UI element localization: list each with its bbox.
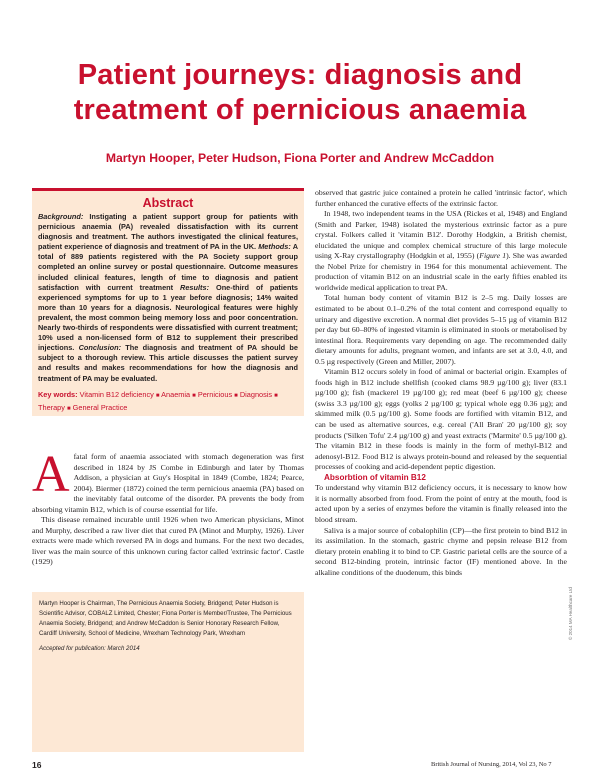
copyright-notice: © 2014 MA Healthcare Ltd bbox=[568, 587, 573, 640]
accepted-date: Accepted for publication: March 2014 bbox=[39, 645, 140, 653]
keyword-separator: ■ bbox=[274, 392, 278, 399]
keyword-separator: ■ bbox=[67, 405, 71, 412]
title-line-1: Patient journeys: diagnosis and bbox=[77, 59, 523, 91]
keyword: Diagnosis bbox=[239, 389, 273, 399]
keyword-separator: ■ bbox=[192, 392, 196, 399]
author-footnote bbox=[32, 592, 304, 752]
conclusion-text: The diagnosis and treatment of PA should be subject to a thorough review. This article discusses the patient survey and results and makes recommendations for how the diagnosis and treatment of PA may be evaluated. bbox=[38, 343, 298, 383]
authors: Martyn Hooper, Peter Hudson, Fiona Porter and Andrew McCaddon bbox=[105, 151, 495, 165]
title-line-2: treatment of pernicious anaemia bbox=[73, 94, 527, 126]
keyword: Vitamin B12 deficiency bbox=[79, 389, 154, 399]
abstract-box bbox=[32, 188, 304, 416]
page-number: 16 bbox=[32, 760, 42, 770]
intro-paragraph bbox=[32, 446, 304, 515]
keywords bbox=[38, 389, 298, 415]
paragraph bbox=[315, 209, 567, 293]
author-affiliations: Martyn Hooper is Chairman, The Pernicious Anaemia Society, Bridgend; Peter Hudson is Scientific Advisor, COBALZ Limited, Chester; Fiona Porter is Member/Trustee, The Pernicious Anaemia Society, Bridgend; and Andrew McCaddon is Senior Honorary Research Fellow, Cardiff University, School of Medicine, Wrexham Technology Park, Wrexham bbox=[39, 600, 292, 638]
methods-text: A total of 889 patients registered with the PA Society support group completed an online survey or postal questionnaire. Outcome measures included clinical features, length of time to diagnosis and patient satisfaction with current treatment bbox=[38, 242, 298, 292]
results-label: Results: bbox=[180, 282, 210, 292]
left-column bbox=[32, 446, 304, 568]
paragraph: To understand why vitamin B12 deficiency occurs, it is necessary to know how it is normally absorbed from food. From the point of entry at the mouth, food is acted upon by a series of enzymes before the vitamin is finally released into the blood stream. bbox=[315, 483, 567, 524]
keywords-label: Key words: bbox=[38, 389, 78, 399]
paragraph: Vitamin B12 occurs solely in food of animal or bacterial origin. Examples of foods high in B12 include shellfish (cooked clams 98.9 µg/100 g); liver (83.1 µg/100 g); fish (mackerel 19 µg/100 g); red meat (beef 6 µg/100 g); cheese (swiss 3.3 µg/100 g); eggs (yolks 2 µg/100 g; typical whole egg 0.36 µg); and skimmed milk (0.5 µg/100 g). Some foods are fortified with vitamin B12, and can be used as alternative sources, e.g. cereal ('All Bran' 20 µg/100 g); soy products ('Silken Tofu' 2.4 µg/100 g) and yeast extracts ('Marmite' 0.5 µg/100 g). The vitamin B12 in these foods is mainly in the form of methyl-B12 and adenosyl-B12. Food B12 is always protein-bound and released by the sequential processes of cooking and acid-dependent peptic digestion. bbox=[315, 367, 567, 472]
keyword: General Practice bbox=[72, 402, 128, 412]
keyword: Anaemia bbox=[161, 389, 191, 399]
figure-reference[interactable]: Figure 1 bbox=[479, 251, 507, 261]
keyword: Pernicious bbox=[197, 389, 233, 399]
keyword-separator: ■ bbox=[155, 392, 160, 399]
paragraph-text: ). She was awarded the Nobel Prize for chemistry in 1964 for this monumental achievement. The production of vitamin B12 on an industrial scale in the early fifties enabled its worldwide medical application to treat PA. bbox=[315, 251, 568, 292]
intro-text: fatal form of anaemia associated with stomach degeneration was first described in 1824 by JS Combe in Edinburgh and later by Thomas Addison, a physician at Guy's Hospital in 1849 (Combe, 1824; Pearce, 2004). Biermer (1872) coined the term pernicious anaemia (PA) based on the inevitably fatal outcome of the disorder. PA prevents the body from absorbing vitamin B12, which is of course essential for life. bbox=[32, 452, 304, 514]
section-heading: Absorbtion of vitamin B12 bbox=[324, 472, 426, 482]
right-column bbox=[315, 188, 567, 578]
keyword: Therapy bbox=[38, 402, 65, 412]
background-label: Background: bbox=[38, 212, 84, 221]
conclusion-label: Conclusion: bbox=[78, 343, 122, 353]
methods-label: Methods: bbox=[258, 242, 291, 252]
paragraph: Total human body content of vitamin B12 is 2–5 mg. Daily losses are estimated to be about 0.1–0.2% of the total content and correspond equally to urinary and digestive excretion. A normal diet provides 5–15 µg of vitamin B12 per day but 60–80% of ingested vitamin is eliminated in stools or metabolised by intestinal flora. Requirements vary depending on age. The recommended daily dietary amounts for adults, pregnant women, and infants are set at 3.0, 4.0, and 0.5 µg respectively (Green and Miller, 2007). bbox=[315, 293, 567, 366]
paragraph: Saliva is a major source of cobalophilin (CP)—the first protein to bind B12 in its assimilation. In the stomach, gastric chyme and pepsin release B12 from dietary protein enabling it to bind to CP. Gastric parietal cells are the source of a second B12-binding protein, intrinsic factor (IF) mentioned above. In the alkaline conditions of the duodenum, this binds bbox=[315, 525, 567, 577]
keyword-separator: ■ bbox=[234, 392, 238, 399]
abstract-heading: Abstract bbox=[142, 196, 194, 210]
journal-citation: British Journal of Nursing, 2014, Vol 23, No 7 bbox=[431, 761, 552, 768]
paragraph: This disease remained incurable until 1926 when two American physicians, Minot and Murphy, described a raw liver diet that cured PA (Minot and Murphy, 1926). Liver extracts were made which reversed PA in dogs and humans. For the next two decades, liver was the main source of this unknown curing factor called 'extrinsic factor'. Castle (1929) bbox=[32, 515, 304, 567]
paragraph: observed that gastric juice contained a protein he called 'intrinsic factor', which further enhanced the curative effects of the extrinsic factor. bbox=[315, 188, 567, 208]
drop-cap: A bbox=[32, 446, 70, 503]
paragraph-text: In 1948, two independent teams in the USA (Rickes et al, 1948) and England (Smith and Parker, 1948) isolated the mysterious extrinsic factor as a pure crystal. Folkers called it 'vitamin B12'. Dorothy Hodgkin, a British chemist, elucidated the unique and complex chemical structure of this large molecule using X-Ray crystallography (Hodgkin et al, 1955) ( bbox=[315, 209, 567, 261]
abstract-body bbox=[38, 212, 298, 384]
article-title bbox=[30, 58, 570, 128]
background-text: Instigating a patient support group for patients with pernicious anaemia (PA) revealed dissatisfaction with its current diagnosis and treatment. The authors investigated the clinical features, patient experience of diagnosis and treatment of PA in the UK. bbox=[38, 212, 298, 252]
results-text: One-third of patients experienced symptoms for up to 1 year before diagnosis; 14% waited more than 10 years for a diagnosis. Neurological features were highly prevalent, the most common being memory loss and poor concentration. Nearly two-thirds of respondents were dissatisfied with current treatment; 10% used a non-licensed form of B12 to supplement their prescribed injections. bbox=[38, 282, 298, 353]
